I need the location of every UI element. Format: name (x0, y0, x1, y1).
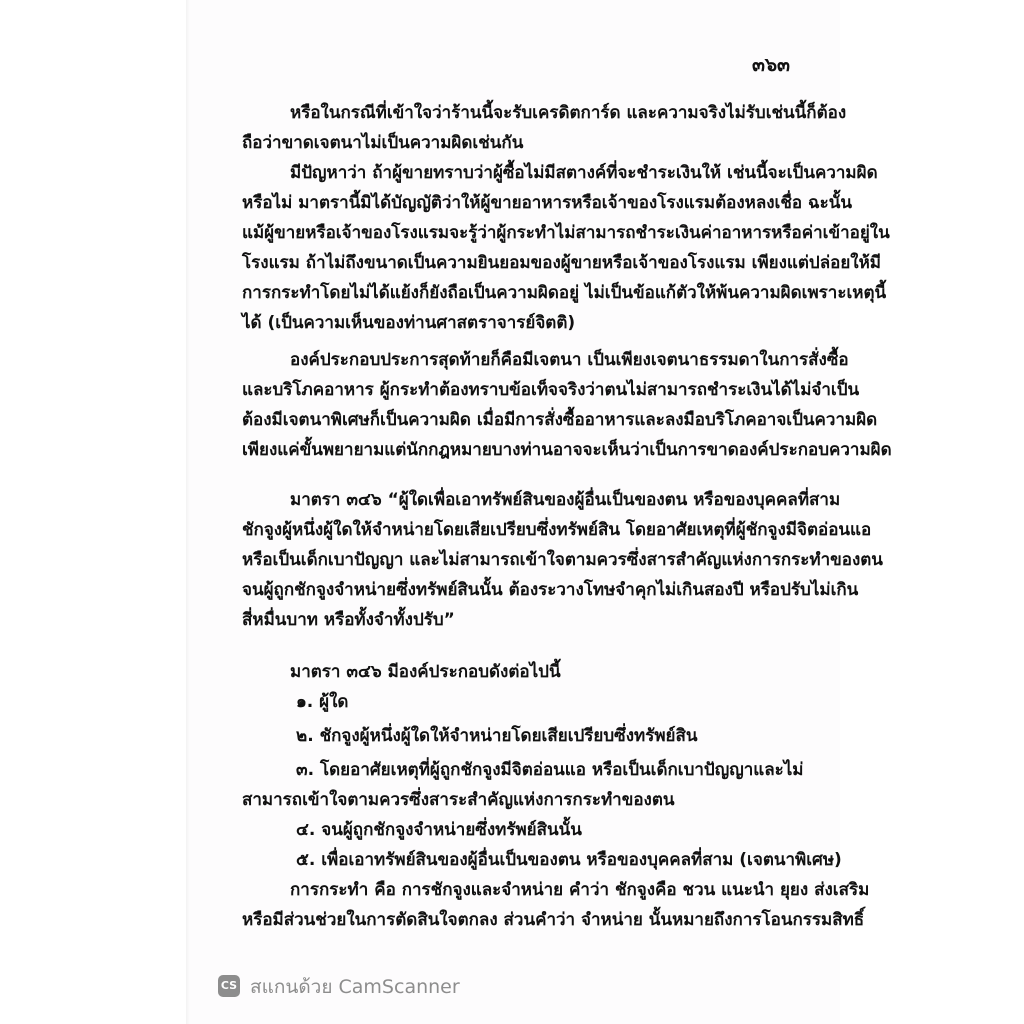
text-line: การกระทำ คือ การชักจูงและจำหน่าย คำว่า ชักจูงคือ ชวน แนะนำ ยุยง ส่งเสริม (290, 880, 870, 900)
text-line: ชักจูงผู้หนึ่งผู้ใดให้จำหน่ายโดยเสียเปรียบซึ่งทรัพย์สิน โดยอาศัยเหตุที่ผู้ชักจูงมีจิตอ่อนแอ (242, 520, 872, 540)
text-line: หรือมีส่วนช่วยในการตัดสินใจตกลง ส่วนคำว่า จำหน่าย นั้นหมายถึงการโอนกรรมสิทธิ์ (242, 910, 865, 930)
text-line: หรือในกรณีที่เข้าใจว่าร้านนี้จะรับเครดิตการ์ด และความจริงไม่รับเช่นนี้ก็ต้อง (290, 103, 847, 123)
text-line: เพียงแค่ขั้นพยายามแต่นักกฎหมายบางท่านอาจจะเห็นว่าเป็นการขาดองค์ประกอบความผิด (242, 440, 892, 460)
list-item: ๔. จนผู้ถูกชักจูงจำหน่ายซึ่งทรัพย์สินนั้น (296, 820, 582, 840)
list-item: ๑. ผู้ใด (296, 692, 349, 712)
text-line: แม้ผู้ขายหรือเจ้าของโรงแรมจะรู้ว่าผู้กระทำไม่สามารถชำระเงินค่าอาหารหรือค่าเข้าอยู่ใน (242, 223, 890, 243)
text-line: มาตรา ๓๔๖ มีองค์ประกอบดังต่อไปนี้ (290, 662, 561, 682)
list-item: ๓. โดยอาศัยเหตุที่ผู้ถูกชักจูงมีจิตอ่อนแอ หรือเป็นเด็กเบาปัญญาและไม่ (296, 760, 804, 780)
text-line: มาตรา ๓๔๖ “ผู้ใดเพื่อเอาทรัพย์สินของผู้อื่นเป็นของตน หรือของบุคคลที่สาม (290, 490, 841, 510)
scanner-watermark: สแกนด้วย CamScanner (250, 976, 460, 998)
text-line: จนผู้ถูกชักจูงจำหน่ายซึ่งทรัพย์สินนั้น ต้องระวางโทษจำคุกไม่เกินสองปี หรือปรับไม่เกิน (242, 580, 859, 600)
document-page (190, 0, 840, 1024)
text-line: และบริโภคอาหาร ผู้กระทำต้องทราบข้อเท็จจริงว่าตนไม่สามารถชำระเงินได้ไม่จำเป็น (242, 380, 860, 400)
list-item: ๒. ชักจูงผู้หนึ่งผู้ใดให้จำหน่ายโดยเสียเปรียบซึ่งทรัพย์สิน (296, 726, 698, 746)
text-line: หรือไม่ มาตรานี้มิได้บัญญัติว่าให้ผู้ขายอาหารหรือเจ้าของโรงแรมต้องหลงเชื่อ ฉะนั้น (242, 193, 852, 213)
text-line: สามารถเข้าใจตามควรซึ่งสาระสำคัญแห่งการกระทำของตน (242, 790, 675, 810)
text-line: องค์ประกอบประการสุดท้ายก็คือมีเจตนา เป็นเพียงเจตนาธรรมดาในการสั่งซื้อ (290, 350, 849, 370)
text-line: สี่หมื่นบาท หรือทั้งจำทั้งปรับ” (242, 610, 455, 630)
text-line: มีปัญหาว่า ถ้าผู้ขายทราบว่าผู้ซื้อไม่มีสตางค์ที่จะชำระเงินให้ เช่นนี้จะเป็นความผิด (290, 163, 878, 183)
text-line: ได้ (เป็นความเห็นของท่านศาสตราจารย์จิตติ) (242, 313, 576, 333)
text-line: โรงแรม ถ้าไม่ถึงขนาดเป็นความยินยอมของผู้ขายหรือเจ้าของโรงแรม เพียงแต่ปล่อยให้มี (242, 253, 882, 273)
text-line: ต้องมีเจตนาพิเศษก็เป็นความผิด เมื่อมีการสั่งซื้ออาหารและลงมือบริโภคอาจเป็นความผิด (242, 410, 878, 430)
page-number: ๓๖๓ (752, 54, 791, 76)
text-line: หรือเป็นเด็กเบาปัญญา และไม่สามารถเข้าใจตามควรซึ่งสารสำคัญแห่งการกระทำของตน (242, 550, 883, 570)
text-line: การกระทำโดยไม่ได้แย้งก็ยังถือเป็นความผิดอยู่ ไม่เป็นข้อแก้ตัวให้พ้นความผิดเพราะเหตุนี้ (242, 283, 887, 303)
list-item: ๕. เพื่อเอาทรัพย์สินของผู้อื่นเป็นของตน หรือของบุคคลที่สาม (เจตนาพิเศษ) (296, 850, 842, 870)
text-line: ถือว่าขาดเจตนาไม่เป็นความผิดเช่นกัน (242, 133, 524, 153)
camscanner-logo-icon: CS (218, 975, 240, 997)
